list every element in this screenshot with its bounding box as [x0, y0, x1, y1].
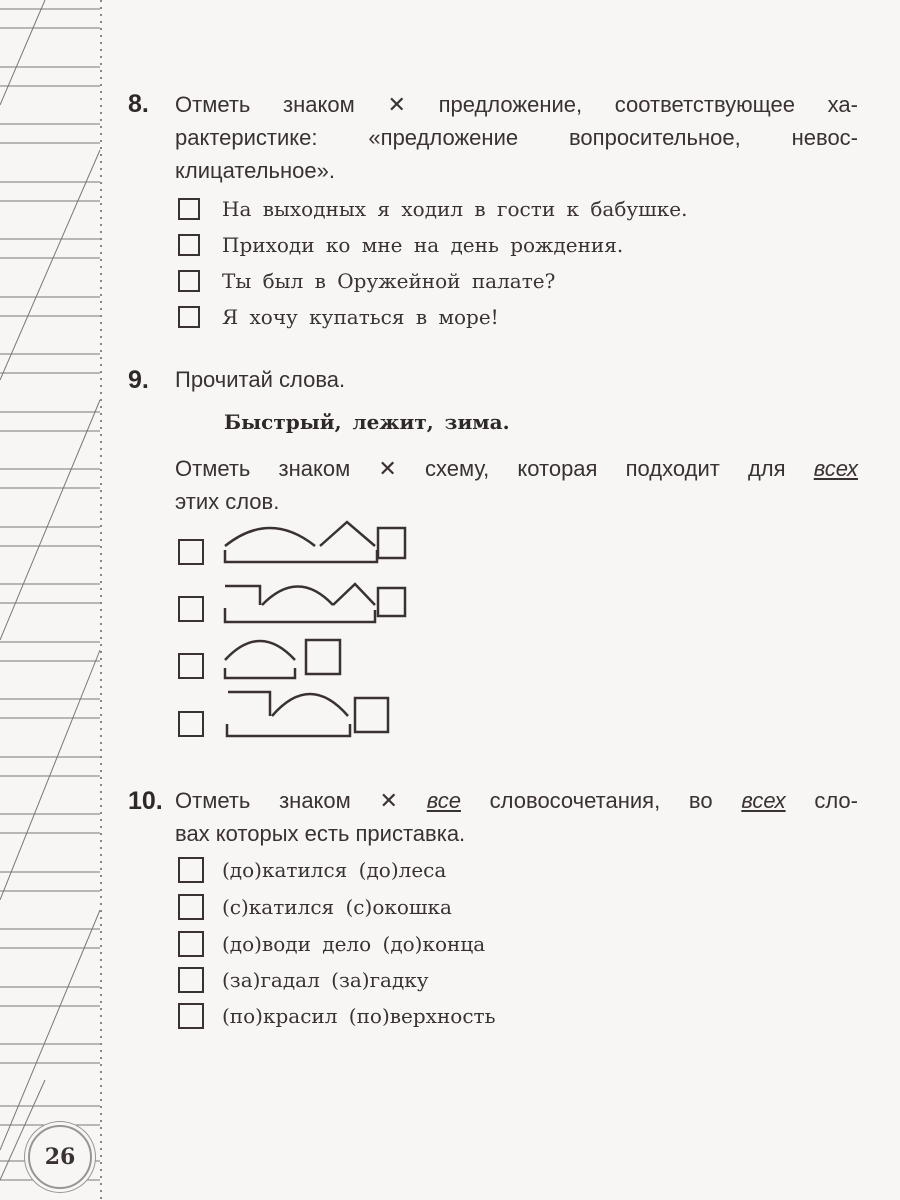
scheme-4-prefix-root-ending	[220, 688, 395, 740]
task-10-prompt	[175, 784, 858, 850]
prompt-text: Отметь знаком ✕ схему, которая подходит для	[175, 456, 814, 481]
task-8-prompt-line-2: рактеристике: «предложение вопросительное, невос-	[175, 125, 858, 150]
task-9-prompt-line-1	[175, 452, 858, 485]
task-9-words: Быстрый, лежит, зима.	[224, 410, 510, 434]
scheme-2-prefix-root-suffix-ending	[220, 578, 410, 628]
task-10-option-5[interactable]	[178, 1003, 495, 1029]
task-8-option-4[interactable]	[178, 305, 499, 329]
checkbox[interactable]	[178, 894, 204, 920]
option-label: (до)катился (до)леса	[222, 858, 447, 882]
checkbox[interactable]	[178, 967, 204, 993]
prompt-text: Отметь знаком ✕	[175, 788, 427, 813]
checkbox[interactable]	[178, 234, 200, 256]
task-9-scheme-3-checkbox[interactable]	[178, 653, 204, 679]
task-10-prompt-line-1	[175, 784, 858, 817]
task-8-prompt-line-3: клицательное».	[175, 158, 335, 183]
checkbox[interactable]	[178, 306, 200, 328]
task-9-scheme-1-checkbox[interactable]	[178, 539, 204, 565]
option-label: Я хочу купаться в море!	[222, 305, 499, 329]
checkbox[interactable]	[178, 857, 204, 883]
emphasis-all-words: всех	[741, 788, 786, 813]
task-10-option-2[interactable]	[178, 894, 452, 920]
task-9-intro: Прочитай слова.	[175, 367, 346, 392]
task-9-prompt	[175, 452, 858, 518]
task-8-option-1[interactable]	[178, 197, 687, 221]
task-9-prompt-line-2: этих слов.	[175, 489, 280, 514]
task-8-number: 8.	[128, 90, 149, 118]
option-label: (до)води дело (до)конца	[222, 932, 486, 956]
prompt-text: сло-	[785, 788, 858, 813]
page-number: 26	[28, 1125, 92, 1189]
task-10-option-4[interactable]	[178, 967, 429, 993]
task-8-prompt	[175, 88, 858, 187]
checkbox[interactable]	[178, 198, 200, 220]
task-8-option-3[interactable]	[178, 269, 555, 293]
task-10-prompt-line-2: вах которых есть приставка.	[175, 821, 466, 846]
emphasis-all: все	[426, 788, 461, 813]
task-9-scheme-2-checkbox[interactable]	[178, 596, 204, 622]
checkbox[interactable]	[178, 931, 204, 957]
prompt-text: словосочетания, во	[460, 788, 742, 813]
scheme-1-root-suffix-ending	[220, 518, 410, 568]
checkbox[interactable]	[178, 1003, 204, 1029]
option-label: (за)гадал (за)гадку	[222, 968, 429, 992]
scheme-3-root-ending	[220, 632, 350, 682]
option-label: На выходных я ходил в гости к бабушке.	[222, 197, 688, 221]
task-9-number: 9.	[128, 366, 149, 394]
task-10-option-3[interactable]	[178, 931, 485, 957]
task-8-option-2[interactable]	[178, 233, 623, 257]
option-label: Приходи ко мне на день рождения.	[222, 233, 624, 257]
emphasis-all: всех	[813, 456, 858, 481]
task-8-prompt-line-1: Отметь знаком ✕ предложение, соответствующее ха-	[175, 92, 858, 117]
notebook-margin	[0, 0, 104, 1200]
option-label: (по)красил (по)верхность	[222, 1004, 496, 1028]
option-label: Ты был в Оружейной палате?	[222, 269, 556, 293]
checkbox[interactable]	[178, 270, 200, 292]
task-10-option-1[interactable]	[178, 857, 446, 883]
option-label: (с)катился (с)окошка	[222, 895, 452, 919]
task-10-number: 10.	[128, 787, 163, 815]
task-9-scheme-4-checkbox[interactable]	[178, 711, 204, 737]
